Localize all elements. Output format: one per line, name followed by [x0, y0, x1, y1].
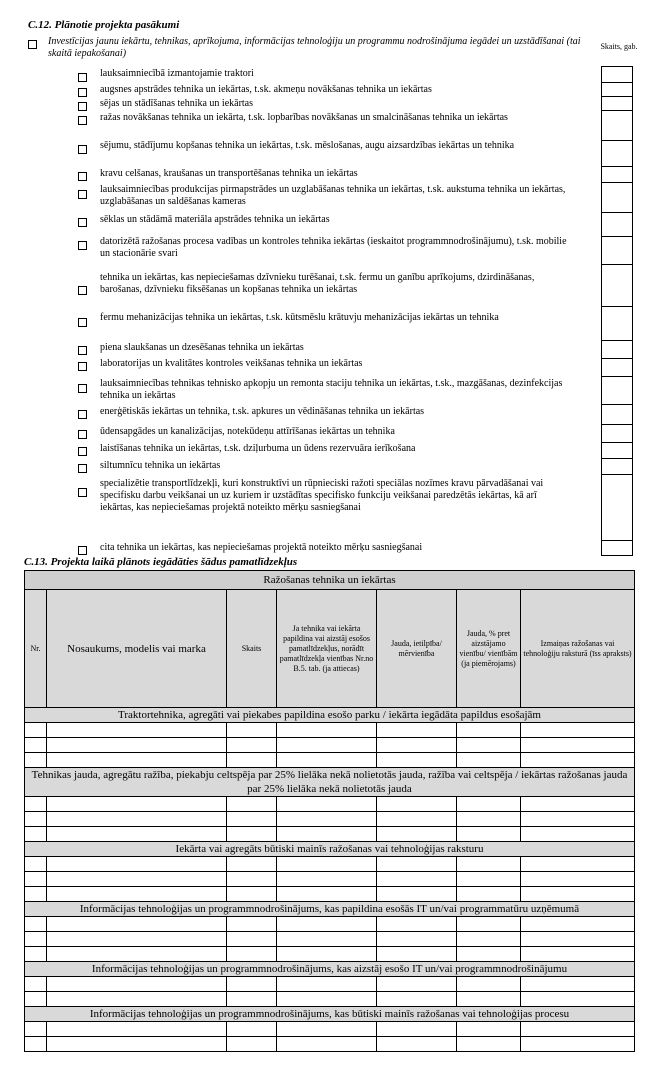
- table-row: [25, 723, 635, 738]
- table-cell[interactable]: [521, 738, 635, 753]
- table-cell[interactable]: [277, 1037, 377, 1052]
- table-cell[interactable]: [457, 977, 521, 992]
- table-cell[interactable]: [521, 812, 635, 827]
- table-row: [25, 812, 635, 827]
- table-cell[interactable]: [47, 1037, 227, 1052]
- table-cell[interactable]: [377, 887, 457, 902]
- table-row: [25, 917, 635, 932]
- table-row: [25, 932, 635, 947]
- table-cell[interactable]: [227, 887, 277, 902]
- table-section-title: Iekārta vai agregāts būtiski mainīs ražošanas vai tehnoloģijas raksturu: [25, 842, 635, 857]
- item-label: tehnika un iekārtas, kas nepieciešamas dzīvnieku turēšanai, t.sk. fermu un ganību aprīkojums, dzirdināšanas, barošanas, dzīvnieku fiksēšanas un kopšanas tehnika un iekārtas: [100, 272, 535, 295]
- table-cell[interactable]: [457, 947, 521, 962]
- table-cell[interactable]: [227, 992, 277, 1007]
- item-checkbox[interactable]: [78, 447, 87, 456]
- table-cell[interactable]: [47, 753, 227, 768]
- table-cell[interactable]: [377, 857, 457, 872]
- table-cell[interactable]: [277, 977, 377, 992]
- table-cell[interactable]: [25, 1037, 47, 1052]
- table-cell[interactable]: [227, 917, 277, 932]
- table-row: [25, 1037, 635, 1052]
- table-cell[interactable]: [25, 753, 47, 768]
- table-cell[interactable]: [457, 917, 521, 932]
- item-checkbox[interactable]: [78, 218, 87, 227]
- item-label: enerģētiskās iekārtas un tehnika, t.sk. apkures un vēdināšanas tehnika un iekārtas: [100, 406, 425, 417]
- table-section-title: Informācijas tehnoloģijas un programmnodrošinājums, kas papildina esošās IT un/vai programmatūru uzņēmumā: [25, 902, 635, 917]
- table-cell[interactable]: [227, 738, 277, 753]
- table-cell[interactable]: [227, 1037, 277, 1052]
- quantity-input-farm-mechanization[interactable]: [601, 306, 633, 340]
- item-label: lauksaimniecības produkcijas pirmapstrādes un uzglabāšanas tehnika un iekārtas, t.sk. aukstuma tehnika un iekārtas, uzglabāšanas un saldēšanas kameras: [100, 184, 566, 207]
- table-cell[interactable]: [47, 992, 227, 1007]
- quantity-input-crop-care[interactable]: [601, 140, 633, 166]
- quantity-input-milking-cooling[interactable]: [601, 340, 633, 358]
- quantity-input-maintenance-stations[interactable]: [601, 376, 633, 404]
- fixed-assets-table: [24, 570, 635, 1052]
- table-cell[interactable]: [377, 977, 457, 992]
- table-cell[interactable]: [521, 977, 635, 992]
- table-cell[interactable]: [47, 887, 227, 902]
- item-label: piena slaukšanas un dzesēšanas tehnika un iekārtas: [100, 342, 304, 353]
- table-cell[interactable]: [25, 872, 47, 887]
- table-cell[interactable]: [47, 1022, 227, 1037]
- table-cell[interactable]: [377, 947, 457, 962]
- table-cell[interactable]: [25, 812, 47, 827]
- table-section-title: Tehnikas jauda, agregātu ražība, piekabju celtspēja par 25% lielāka nekā nolietotās jauda, ražība vai celtspēja / iekārtas ražošanas jauda par 25% lielāka nekā nolietotās jauda: [25, 768, 635, 797]
- col-header-capacity: Jauda, ietilpība/ mērvienība: [377, 590, 457, 708]
- col-header-name: Nosaukums, modelis vai marka: [47, 590, 227, 708]
- table-cell[interactable]: [227, 812, 277, 827]
- table-cell[interactable]: [277, 857, 377, 872]
- section-c13-title: C.13. Projekta laikā plānots iegādāties šādus pamatlīdzekļus: [24, 556, 298, 568]
- table-cell[interactable]: [25, 887, 47, 902]
- table-cell[interactable]: [277, 1022, 377, 1037]
- table-section-row: [25, 962, 635, 977]
- table-cell[interactable]: [521, 1022, 635, 1037]
- item-checkbox[interactable]: [78, 102, 87, 111]
- table-cell[interactable]: [227, 797, 277, 812]
- table-cell[interactable]: [377, 738, 457, 753]
- quantity-input-energy[interactable]: [601, 404, 633, 424]
- table-section-title: Informācijas tehnoloģijas un programmnodrošinājums, kas aizstāj esošo IT un/vai programmnodrošinājumu: [25, 962, 635, 977]
- item-label: cita tehnika un iekārtas, kas nepieciešamas projektā noteikto mērķu sasniegšanai: [100, 542, 423, 553]
- table-cell[interactable]: [277, 753, 377, 768]
- table-cell[interactable]: [377, 872, 457, 887]
- table-cell[interactable]: [25, 1022, 47, 1037]
- table-cell[interactable]: [47, 827, 227, 842]
- table-cell[interactable]: [277, 797, 377, 812]
- table-section-row: [25, 842, 635, 857]
- table-cell[interactable]: [521, 947, 635, 962]
- table-cell[interactable]: [521, 992, 635, 1007]
- table-cell[interactable]: [457, 827, 521, 842]
- item-label: lauksaimniecības tehnikas tehnisko apkopju un remonta staciju tehnika un iekārtas, t.sk., mazgāšanas, dezinfekcijas tehnika un iekārtas: [100, 378, 563, 401]
- col-header-change-description: Izmaiņas ražošanas vai tehnoloģiju raksturā (īss apraksts): [521, 590, 635, 708]
- table-cell[interactable]: [521, 872, 635, 887]
- quantity-input-harvesting[interactable]: [601, 110, 633, 140]
- item-label: ražas novākšanas tehnika un iekārta, t.sk. lopbarības novākšanas un smalcināšanas tehnika un iekārtas: [100, 112, 508, 123]
- table-cell[interactable]: [47, 917, 227, 932]
- table-cell[interactable]: [277, 827, 377, 842]
- table-cell[interactable]: [277, 992, 377, 1007]
- table-cell[interactable]: [521, 827, 635, 842]
- table-cell[interactable]: [521, 1037, 635, 1052]
- item-label: siltumnīcu tehnika un iekārtas: [100, 460, 221, 471]
- table-cell[interactable]: [521, 857, 635, 872]
- item-checkbox[interactable]: [78, 346, 87, 355]
- quantity-input-irrigation[interactable]: [601, 442, 633, 458]
- quantity-column-header: Skaits, gab.: [600, 42, 638, 51]
- table-cell[interactable]: [25, 917, 47, 932]
- table-cell[interactable]: [47, 723, 227, 738]
- item-checkbox[interactable]: [78, 172, 87, 181]
- table-cell[interactable]: [277, 932, 377, 947]
- item-checkbox[interactable]: [78, 145, 87, 154]
- col-header-nr: Nr.: [25, 590, 47, 708]
- table-cell[interactable]: [457, 857, 521, 872]
- table-cell[interactable]: [227, 977, 277, 992]
- table-cell[interactable]: [377, 797, 457, 812]
- table-cell[interactable]: [25, 932, 47, 947]
- table-cell[interactable]: [47, 872, 227, 887]
- item-checkbox[interactable]: [78, 318, 87, 327]
- item-label: laistīšanas tehnika un iekārtas, t.sk. dziļurbuma un ūdens rezervuāra ierīkošana: [100, 443, 416, 454]
- table-row: [25, 887, 635, 902]
- table-cell[interactable]: [277, 812, 377, 827]
- table-section-row: [25, 768, 635, 797]
- item-label: fermu mehanizācijas tehnika un iekārtas, t.sk. kūtsmēslu krātuvju mehanizācijas iekārtas un tehnika: [100, 312, 499, 323]
- table-cell[interactable]: [457, 932, 521, 947]
- table-cell[interactable]: [47, 738, 227, 753]
- quantity-input-sowing-planting[interactable]: [601, 96, 633, 110]
- item-label: augsnes apstrādes tehnika un iekārtas, t.sk. akmeņu novākšanas tehnika un iekārtas: [100, 84, 432, 95]
- table-cell[interactable]: [377, 723, 457, 738]
- table-cell[interactable]: [457, 812, 521, 827]
- table-cell[interactable]: [377, 1037, 457, 1052]
- table-cell[interactable]: [25, 857, 47, 872]
- table-row: [25, 797, 635, 812]
- main-investment-checkbox[interactable]: [28, 40, 37, 49]
- table-cell[interactable]: [377, 917, 457, 932]
- item-checkbox[interactable]: [78, 410, 87, 419]
- table-section-title: Traktortehnika, agregāti vai piekabes papildina esošo parku / iekārta iegādāta papildus esošajām: [25, 708, 635, 723]
- col-header-capacity-percent: Jauda, % pret aizstājamo vienību/ vienībām (ja piemērojams): [457, 590, 521, 708]
- table-cell[interactable]: [25, 738, 47, 753]
- quantity-input-animal-keeping[interactable]: [601, 264, 633, 306]
- table-cell[interactable]: [521, 723, 635, 738]
- table-row: [25, 857, 635, 872]
- section-c12-title: C.12. Plānotie projekta pasākumi: [28, 19, 180, 31]
- item-label: sējas un stādīšanas tehnika un iekārtas: [100, 98, 254, 109]
- table-cell[interactable]: [521, 797, 635, 812]
- item-checkbox[interactable]: [78, 362, 87, 371]
- item-checkbox[interactable]: [78, 546, 87, 555]
- item-checkbox[interactable]: [78, 286, 87, 295]
- table-cell[interactable]: [277, 887, 377, 902]
- table-section-row: [25, 708, 635, 723]
- table-cell[interactable]: [277, 917, 377, 932]
- table-cell[interactable]: [47, 932, 227, 947]
- table-cell[interactable]: [377, 992, 457, 1007]
- item-label: laboratorijas un kvalitātes kontroles veikšanas tehnika un iekārtas: [100, 358, 363, 369]
- table-cell[interactable]: [277, 947, 377, 962]
- item-label: lauksaimniecībā izmantojamie traktori: [100, 68, 254, 79]
- item-label: sēklas un stādāmā materiāla apstrādes tehnika un iekārtas: [100, 214, 330, 225]
- table-row: [25, 992, 635, 1007]
- table-section-row: [25, 902, 635, 917]
- table-cell[interactable]: [227, 872, 277, 887]
- table-cell[interactable]: [457, 872, 521, 887]
- table-row: [25, 947, 635, 962]
- table-cell[interactable]: [521, 753, 635, 768]
- item-checkbox[interactable]: [78, 488, 87, 497]
- item-label: specializētie transportlīdzekļi, kuri konstruktīvi un rūpnieciski ražoti speciālas nozīmes kravu pārvadāšanai vai specifisku darbu veikšanai un uz kuriem ir uzstādītas specifisko funkciju veikšanai paredzētās iekārtas, kā arī iekārtas, kas nepieciešamas projektā noteikto mērķu sasniegšanai: [100, 478, 544, 513]
- quantity-input-laboratory[interactable]: [601, 358, 633, 376]
- quantity-input-soil-tillage[interactable]: [601, 82, 633, 96]
- table-cell[interactable]: [47, 797, 227, 812]
- main-investment-label: Investīcijas jaunu iekārtu, tehnikas, aprīkojuma, informācijas tehnoloģiju un programmu nodrošinājuma iegādei un uzstādīšanai (tai skaitā iepakošanai): [48, 36, 581, 59]
- item-label: datorizētā ražošanas procesa vadības un kontroles tehnika iekārtas (ieskaitot programmnodrošinājumu), t.sk. mobilie un stacionārie svari: [100, 236, 567, 259]
- quantity-input-greenhouse[interactable]: [601, 458, 633, 474]
- quantity-input-special-vehicles[interactable]: [601, 474, 633, 540]
- table-cell[interactable]: [25, 827, 47, 842]
- item-checkbox[interactable]: [78, 190, 87, 199]
- table-cell[interactable]: [457, 1022, 521, 1037]
- table-cell[interactable]: [457, 887, 521, 902]
- table-row: [25, 753, 635, 768]
- table-cell[interactable]: [47, 812, 227, 827]
- table-cell[interactable]: [25, 947, 47, 962]
- table-cell[interactable]: [47, 857, 227, 872]
- table-cell[interactable]: [457, 797, 521, 812]
- item-checkbox[interactable]: [78, 241, 87, 250]
- table-row: [25, 872, 635, 887]
- quantity-input-seed-processing[interactable]: [601, 212, 633, 236]
- quantity-input-other-equipment[interactable]: [601, 540, 633, 556]
- table-cell[interactable]: [457, 753, 521, 768]
- item-checkbox[interactable]: [78, 384, 87, 393]
- quantity-input-primary-processing[interactable]: [601, 182, 633, 212]
- table-cell[interactable]: [377, 812, 457, 827]
- table-cell[interactable]: [377, 1022, 457, 1037]
- quantity-input-computerized-control[interactable]: [601, 236, 633, 264]
- item-label: kravu celšanas, kraušanas un transportēšanas tehnika un iekārtas: [100, 168, 358, 179]
- table-section-row: [25, 1007, 635, 1022]
- table-cell[interactable]: [521, 887, 635, 902]
- table-row: [25, 827, 635, 842]
- quantity-column: [601, 66, 633, 556]
- table-section-title: Informācijas tehnoloģijas un programmnodrošinājums, kas būtiski mainīs ražošanas vai tehnoloģijas procesu: [25, 1007, 635, 1022]
- table-cell[interactable]: [457, 723, 521, 738]
- item-checkbox[interactable]: [78, 88, 87, 97]
- table-cell[interactable]: [227, 723, 277, 738]
- table-cell[interactable]: [377, 753, 457, 768]
- table-cell[interactable]: [521, 932, 635, 947]
- table-cell[interactable]: [457, 992, 521, 1007]
- table-cell[interactable]: [25, 723, 47, 738]
- table-cell[interactable]: [277, 738, 377, 753]
- table-cell[interactable]: [227, 753, 277, 768]
- table-cell[interactable]: [25, 797, 47, 812]
- item-checkbox[interactable]: [78, 116, 87, 125]
- item-label: sējumu, stādījumu kopšanas tehnika un iekārtas, t.sk. mēslošanas, augu aizsardzības iekārtas un tehnika: [100, 140, 515, 151]
- table-main-header: Ražošanas tehnika un iekārtas: [25, 571, 635, 590]
- table-row: [25, 977, 635, 992]
- table-cell[interactable]: [377, 827, 457, 842]
- quantity-input-lifting-transport[interactable]: [601, 166, 633, 182]
- quantity-input-tractors[interactable]: [601, 66, 633, 82]
- table-row: [25, 1022, 635, 1037]
- table-cell[interactable]: [377, 932, 457, 947]
- table-cell[interactable]: [25, 977, 47, 992]
- col-header-replaces: Ja tehnika vai iekārta papildina vai aizstāj esošos pamatlīdzekļus, norādīt pamatlīdzekļa vienības Nr.no B.5. tab. (ja attiecas): [277, 590, 377, 708]
- table-cell[interactable]: [47, 947, 227, 962]
- item-label: ūdensapgādes un kanalizācijas, notekūdeņu attīrīšanas iekārtas un tehnika: [100, 426, 395, 437]
- table-cell[interactable]: [227, 1022, 277, 1037]
- table-cell[interactable]: [457, 738, 521, 753]
- table-cell[interactable]: [227, 827, 277, 842]
- table-cell[interactable]: [227, 857, 277, 872]
- col-header-quantity: Skaits: [227, 590, 277, 708]
- table-cell[interactable]: [25, 992, 47, 1007]
- table-cell[interactable]: [277, 872, 377, 887]
- table-row: [25, 738, 635, 753]
- table-cell[interactable]: [227, 947, 277, 962]
- table-cell[interactable]: [227, 932, 277, 947]
- table-cell[interactable]: [457, 1037, 521, 1052]
- item-checkbox[interactable]: [78, 430, 87, 439]
- quantity-input-water-sewage[interactable]: [601, 424, 633, 442]
- item-checkbox[interactable]: [78, 73, 87, 82]
- item-checkbox[interactable]: [78, 464, 87, 473]
- table-cell[interactable]: [521, 917, 635, 932]
- table-cell[interactable]: [47, 977, 227, 992]
- table-cell[interactable]: [277, 723, 377, 738]
